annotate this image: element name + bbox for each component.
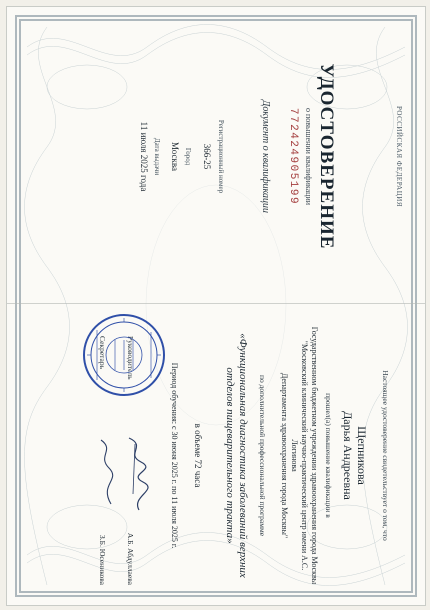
study-period: Период обучения: с 30 июня 2025 г. по 11 июля 2025 г. bbox=[170, 362, 179, 549]
certificate-subtitle: о повышении квалификации bbox=[304, 107, 313, 206]
program-title bbox=[223, 326, 249, 585]
certificate-number: 772424905199 bbox=[287, 107, 299, 206]
holder-given-names: Дарья Андреевна bbox=[341, 411, 355, 500]
rotated-content bbox=[7, 7, 425, 605]
secretary-signature bbox=[95, 434, 119, 514]
course-volume: в объеме 72 часа bbox=[193, 423, 203, 488]
registration-label: Регистрационный номер bbox=[217, 119, 225, 194]
passed-text: прошел(а) повышение квалификации в bbox=[324, 393, 333, 518]
left-page bbox=[7, 7, 425, 306]
issue-date-value: 11 июля 2025 года bbox=[139, 121, 149, 192]
organization-line: "Московский клинический научно-практический центр имени А.С. Логинова bbox=[290, 340, 309, 571]
secretary-label: Секретарь bbox=[98, 336, 107, 370]
director-signature bbox=[123, 434, 149, 514]
holder-surname: Щепникова bbox=[355, 426, 369, 485]
intro-text: Настоящее удостоверение свидетельствует о том, что bbox=[381, 370, 390, 541]
director-name: А.Б. Абдуллаева bbox=[126, 532, 135, 585]
program-line: «Функциональная диагностика заболеваний верхних bbox=[237, 333, 249, 578]
program-intro: по дополнительной профессиональной программе bbox=[258, 374, 267, 537]
holder-name bbox=[341, 306, 369, 605]
issue-date-label: Дата выдачи bbox=[153, 137, 161, 176]
registration-value: 366-25 bbox=[202, 143, 212, 170]
organization-line: Государственном бюджетном учреждении здравоохранения города Москвы bbox=[310, 326, 319, 585]
organization-name bbox=[279, 326, 319, 585]
right-page bbox=[7, 306, 425, 605]
country-name: РОССИЙСКАЯ ФЕДЕРАЦИЯ bbox=[395, 105, 403, 208]
official-seal-icon bbox=[81, 312, 167, 398]
city-value: Москва bbox=[170, 142, 180, 171]
certificate-sheet bbox=[6, 6, 426, 606]
document-type: Документ о квалификации bbox=[260, 99, 271, 214]
city-label: Город bbox=[184, 147, 192, 166]
program-line: отделов пищеварительного тракта» bbox=[224, 367, 236, 544]
organization-line: Департамента здравоохранения города Москвы" bbox=[280, 372, 289, 539]
director-label: Руководитель bbox=[126, 336, 135, 380]
secretary-name: З.Б. Юсеникова bbox=[98, 535, 107, 585]
certificate-title: УДОСТОВЕРЕНИЕ bbox=[316, 63, 337, 250]
